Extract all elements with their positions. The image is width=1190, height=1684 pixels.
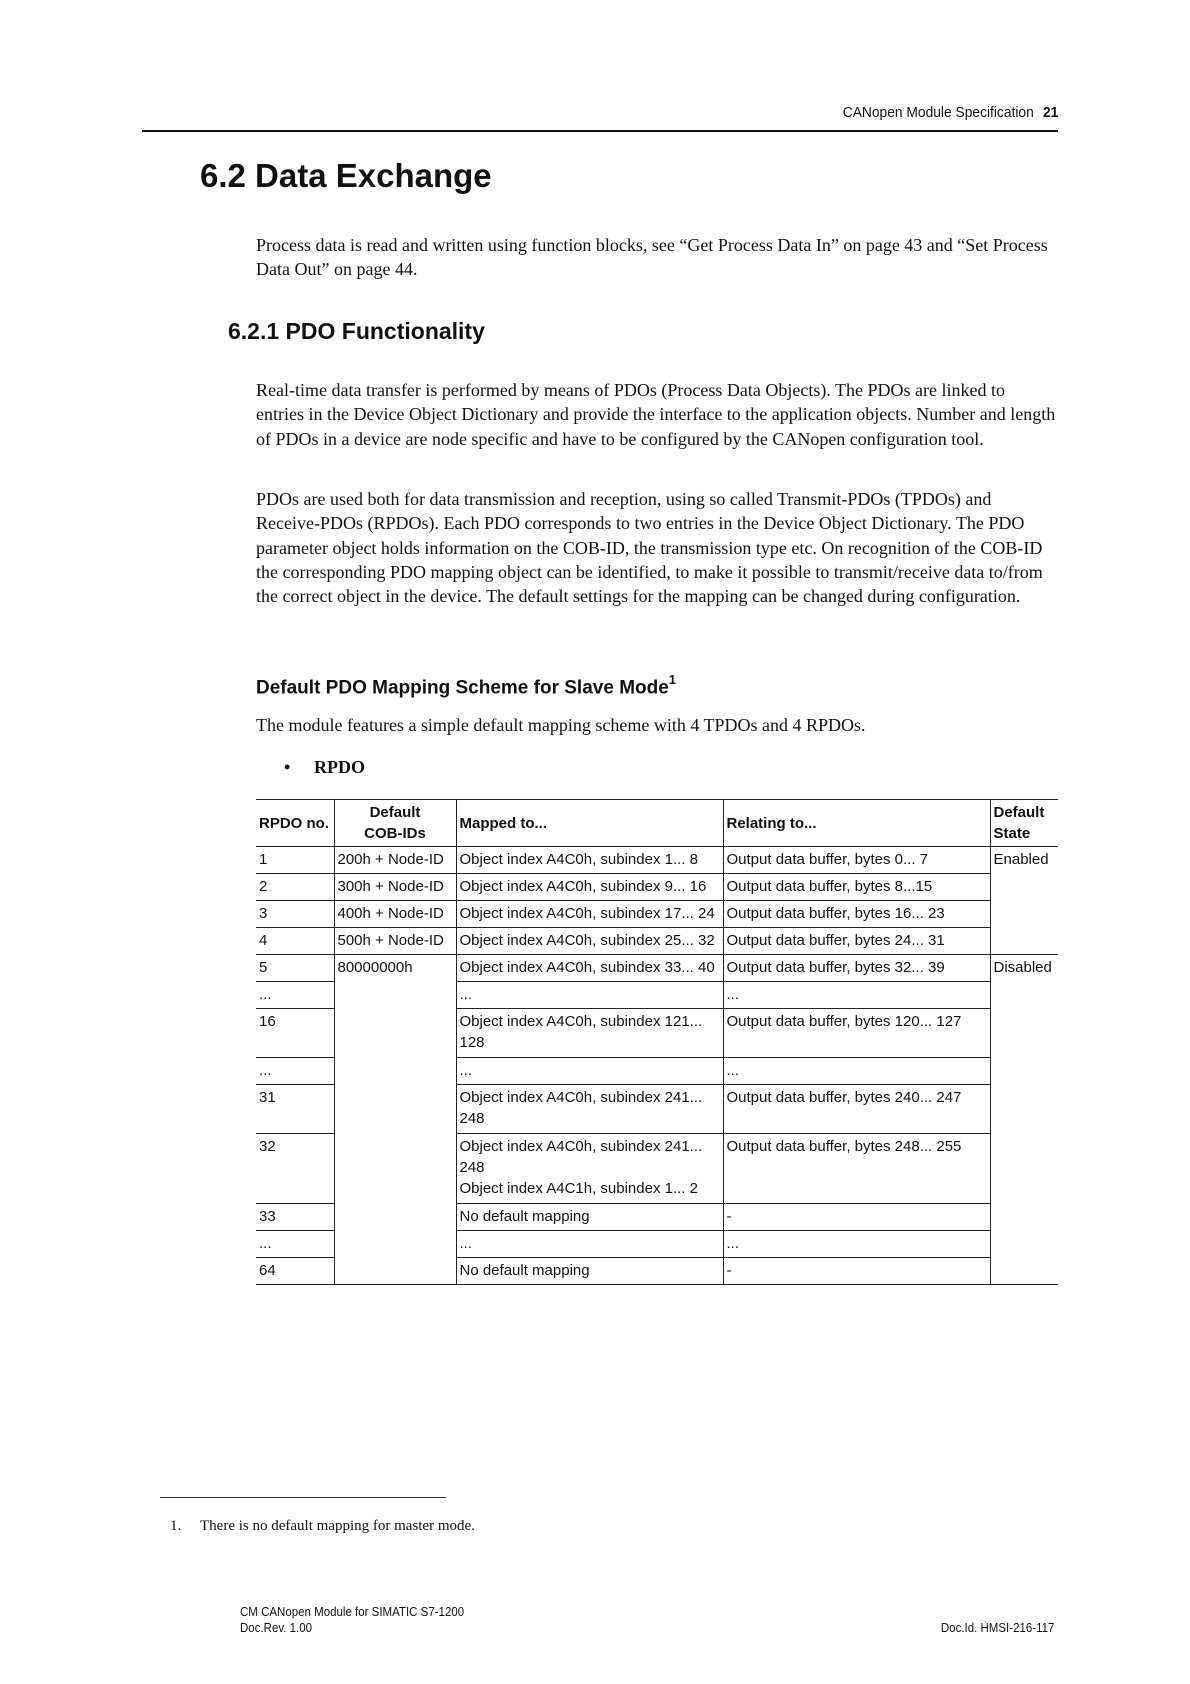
- running-header: [142, 100, 1058, 132]
- rpdo-table: [256, 799, 1058, 1285]
- footer-revision: Doc.Rev. 1.00: [240, 1621, 313, 1635]
- cell-rpdo-no: 32: [256, 1134, 334, 1204]
- cell-relating-to: Output data buffer, bytes 16... 23: [723, 901, 990, 928]
- cell-mapped-to: Object index A4C0h, subindex 25... 32: [456, 928, 723, 955]
- header-title: CANopen Module Specification: [842, 104, 1034, 121]
- cell-default-state-disabled: Disabled: [990, 955, 1058, 1285]
- cell-relating-to: Output data buffer, bytes 0... 7: [723, 847, 990, 874]
- table-row: [256, 955, 1058, 982]
- cell-rpdo-no: 5: [256, 955, 334, 982]
- table-row: [256, 928, 1058, 955]
- cell-rpdo-no: ...: [256, 1231, 334, 1258]
- cell-cob-id: 500h + Node-ID: [334, 928, 456, 955]
- col-header-cob-line1: Default: [369, 804, 421, 821]
- col-header-cob-ids: [334, 800, 456, 847]
- cell-mapped-to: Object index A4C0h, subindex 9... 16: [456, 874, 723, 901]
- cell-mapped-to: [456, 1009, 723, 1058]
- cell-default-state-enabled: Enabled: [990, 847, 1058, 955]
- cell-relating-to: ...: [723, 982, 990, 1009]
- mapped-line: 128: [459, 1034, 485, 1051]
- cell-rpdo-no: 2: [256, 874, 334, 901]
- col-header-mapped-to: Mapped to...: [456, 800, 723, 847]
- mapped-line: Object index A4C0h, subindex 241...: [459, 1138, 703, 1155]
- subsection-title: 6.2.1 PDO Functionality: [228, 318, 485, 344]
- cell-cob-id: 80000000h: [334, 955, 456, 1285]
- cell-cob-id: 200h + Node-ID: [334, 847, 456, 874]
- cell-rpdo-no: 4: [256, 928, 334, 955]
- footnote-text: There is no default mapping for master mode.: [200, 1518, 475, 1534]
- col-header-rpdo-no: RPDO no.: [256, 800, 334, 847]
- cell-mapped-to: ...: [456, 1231, 723, 1258]
- cell-rpdo-no: ...: [256, 1058, 334, 1085]
- cell-mapped-to: Object index A4C0h, subindex 1... 8: [456, 847, 723, 874]
- cell-mapped-to: No default mapping: [456, 1204, 723, 1231]
- cell-mapped-to: Object index A4C0h, subindex 17... 24: [456, 901, 723, 928]
- col-header-relating-to: Relating to...: [723, 800, 990, 847]
- footnote: [170, 1518, 475, 1535]
- mapped-line: Object index A4C0h, subindex 241...: [459, 1089, 703, 1106]
- header-text: [842, 104, 1058, 121]
- cell-relating-to: ...: [723, 1231, 990, 1258]
- cell-mapped-to: [456, 1085, 723, 1134]
- cell-mapped-to: Object index A4C0h, subindex 33... 40: [456, 955, 723, 982]
- bullet-label: RPDO: [314, 757, 365, 777]
- pdo-paragraph-2: PDOs are used both for data transmission and reception, using so called Transmit-PDOs (TPDOs) and Receive-PDOs (RPDOs). Each PDO corresponds to two entries in the Device Object Dictionary. The PDO parameter object holds information on the COB-ID, the transmission type etc. On recognition of the COB-ID the corresponding PDO mapping object can be identified, to make it possible to transmit/receive data to/from the correct object in the device. The default settings for the mapping can be changed during configuration.: [256, 489, 1043, 607]
- cell-relating-to: Output data buffer, bytes 248... 255: [723, 1134, 990, 1204]
- table-row: [256, 847, 1058, 874]
- cell-rpdo-no: 1: [256, 847, 334, 874]
- cell-relating-to: Output data buffer, bytes 240... 247: [723, 1085, 990, 1134]
- cell-relating-to: Output data buffer, bytes 120... 127: [723, 1009, 990, 1058]
- mapped-line: 248: [459, 1159, 485, 1176]
- cell-rpdo-no: 33: [256, 1204, 334, 1231]
- mapping-intro: The module features a simple default mapping scheme with 4 TPDOs and 4 RPDOs.: [256, 715, 866, 735]
- cell-rpdo-no: ...: [256, 982, 334, 1009]
- table-row: [256, 874, 1058, 901]
- cell-relating-to: Output data buffer, bytes 24... 31: [723, 928, 990, 955]
- cell-mapped-to: ...: [456, 1058, 723, 1085]
- footer-product: CM CANopen Module for SIMATIC S7-1200: [240, 1605, 465, 1619]
- cell-mapped-to: No default mapping: [456, 1258, 723, 1285]
- footnote-divider: [160, 1497, 446, 1498]
- footnote-reference[interactable]: 1: [668, 672, 677, 687]
- section-title: 6.2 Data Exchange: [200, 157, 492, 194]
- mapping-heading: [256, 674, 676, 699]
- bullet-mark: •: [284, 757, 291, 777]
- cell-mapped-to: [456, 1134, 723, 1204]
- intro-paragraph: Process data is read and written using function blocks, see “Get Process Data In” on page 43 and “Set Process Data Out” on page 44.: [256, 235, 1048, 280]
- col-header-state-line2: State: [993, 825, 1031, 842]
- cell-rpdo-no: 3: [256, 901, 334, 928]
- col-header-cob-line2: COB-IDs: [364, 825, 426, 842]
- mapped-line: Object index A4C0h, subindex 121...: [459, 1013, 703, 1030]
- cell-rpdo-no: 16: [256, 1009, 334, 1058]
- page-number: 21: [1042, 104, 1058, 121]
- table-row: [256, 901, 1058, 928]
- table-header-row: [256, 800, 1058, 847]
- cell-rpdo-no: 31: [256, 1085, 334, 1134]
- cell-relating-to: Output data buffer, bytes 32... 39: [723, 955, 990, 982]
- footnote-number: 1.: [170, 1518, 182, 1534]
- cell-relating-to: Output data buffer, bytes 8...15: [723, 874, 990, 901]
- footer-doc-id: Doc.Id. HMSI-216-117: [940, 1621, 1054, 1635]
- cell-cob-id: 400h + Node-ID: [334, 901, 456, 928]
- cell-relating-to: -: [723, 1258, 990, 1285]
- col-header-state-line1: Default: [993, 804, 1045, 821]
- cell-relating-to: ...: [723, 1058, 990, 1085]
- cell-rpdo-no: 64: [256, 1258, 334, 1285]
- pdo-paragraph-1: Real-time data transfer is performed by means of PDOs (Process Data Objects). The PDOs are linked to entries in the Device Object Dictionary and provide the interface to the application objects. Number and length of PDOs in a device are node specific and have to be configured by the CANopen configuration tool.: [256, 380, 1056, 449]
- cell-relating-to: -: [723, 1204, 990, 1231]
- cell-cob-id: 300h + Node-ID: [334, 874, 456, 901]
- mapped-line: 248: [459, 1110, 485, 1127]
- mapping-heading-text: Default PDO Mapping Scheme for Slave Mode: [256, 677, 669, 699]
- rpdo-bullet: [284, 757, 365, 778]
- col-header-default-state: [990, 800, 1058, 847]
- footer-left: [240, 1604, 464, 1636]
- mapped-line: Object index A4C1h, subindex 1... 2: [459, 1180, 698, 1197]
- cell-mapped-to: ...: [456, 982, 723, 1009]
